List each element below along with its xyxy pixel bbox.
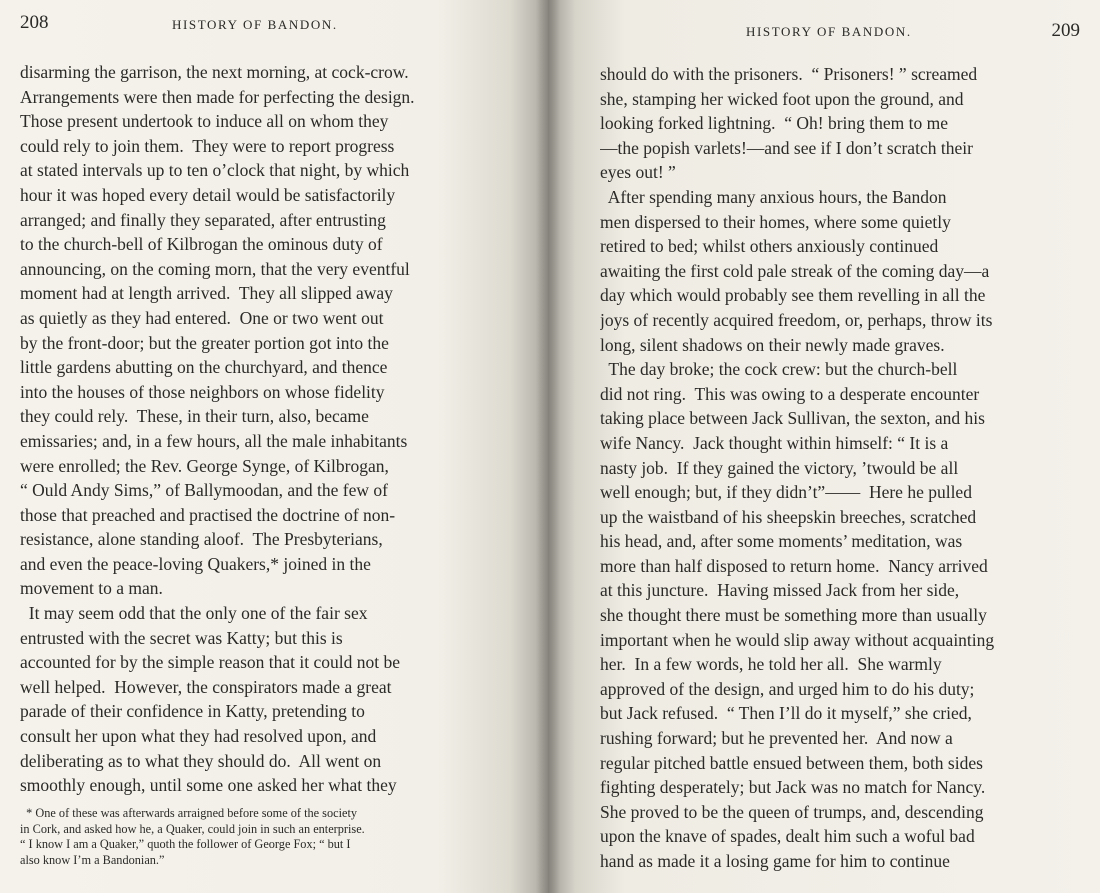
right-page-body (600, 62, 1080, 874)
right-page-header (548, 12, 1100, 40)
text-line: she thought there must be something more than usually (600, 605, 987, 626)
text-line: regular pitched battle ensued between them, both sides (600, 752, 983, 773)
text-line: at this juncture. Having missed Jack from her side, (600, 580, 960, 601)
footnote-line: * One of these was afterwards arraigned before some of the society (20, 806, 358, 820)
right-running-head: HISTORY OF BANDON. (746, 24, 912, 39)
text-line: wife Nancy. Jack thought within himself: “ It is a (600, 432, 949, 453)
book-gutter-shadow (536, 0, 560, 893)
footnote-line: “ I know I am a Quaker,” quoth the follower of George Fox; “ but I (20, 837, 351, 852)
left-page-number: 208 (20, 12, 49, 33)
text-line: day which would probably see them revelling in all the (600, 285, 986, 306)
text-line: as quietly as they had entered. One or two went out (20, 307, 384, 328)
text-line: The day broke; the cock crew: but the church-bell (600, 359, 958, 380)
text-line: eyes out! ” (600, 162, 676, 183)
text-line: important when he would slip away without acquainting (600, 629, 995, 650)
text-line: should do with the prisoners. “ Prisoners! ” screamed (600, 64, 978, 84)
text-line: up the waistband of his sheepskin breeches, scratched (600, 506, 977, 527)
text-line: announcing, on the coming morn, that the very eventful (20, 258, 410, 279)
text-line: arranged; and finally they separated, after entrusting (20, 209, 386, 230)
text-line: After spending many anxious hours, the Bandon (600, 186, 947, 207)
left-page (0, 0, 548, 893)
text-line: joys of recently acquired freedom, or, perhaps, throw its (600, 309, 993, 330)
text-line: long, silent shadows on their newly made graves. (600, 334, 945, 355)
text-line: well helped. However, the conspirators made a great (20, 676, 392, 697)
text-line: disarming the garrison, the next morning, at cock-crow. (20, 62, 409, 82)
text-line: men dispersed to their homes, where some quietly (600, 211, 951, 232)
text-line: emissaries; and, in a few hours, all the male inhabitants (20, 430, 408, 451)
right-page (548, 0, 1100, 893)
text-line: Arrangements were then made for perfecting the design. (20, 86, 415, 107)
text-line: —the popish varlets!—and see if I don’t scratch their (600, 137, 973, 158)
text-line: hand as made it a losing game for him to continue (600, 851, 950, 871)
text-line: more than half disposed to return home. Nancy arrived (600, 555, 988, 576)
text-line: by the front-door; but the greater portion got into the (20, 332, 389, 353)
text-line: smoothly enough, until some one asked her what they (20, 775, 397, 796)
text-line: did not ring. This was owing to a desperate encounter (600, 383, 980, 404)
text-line: movement to a man. (20, 578, 163, 599)
text-line: to the church-bell of Kilbrogan the ominous duty of (20, 234, 383, 255)
text-line: hour it was hoped every detail would be satisfactorily (20, 184, 396, 205)
right-page-number: 209 (1051, 20, 1080, 41)
text-line: Those present undertook to induce all on whom they (20, 111, 389, 132)
text-line: at stated intervals up to ten o’clock that night, by which (20, 160, 410, 181)
text-line: they could rely. These, in their turn, also, became (20, 406, 369, 427)
text-line: deliberating as to what they should do. All went on (20, 750, 382, 771)
text-line: into the houses of those neighbors on whose fidelity (20, 381, 385, 402)
text-line: looking forked lightning. “ Oh! bring them to me (600, 113, 949, 134)
text-line: parade of their confidence in Katty, pretending to (20, 701, 365, 722)
left-running-head: HISTORY OF BANDON. (172, 17, 338, 32)
text-line: could rely to join them. They were to report progress (20, 135, 395, 156)
text-line: rushing forward; but he prevented her. And now a (600, 728, 953, 749)
footnote-line: also know I’m a Bandonian.” (20, 853, 165, 868)
text-line: his head, and, after some moments’ meditation, was (600, 531, 963, 552)
text-line: she, stamping her wicked foot upon the ground, and (600, 88, 964, 109)
text-line: upon the knave of spades, dealt him such a woful bad (600, 826, 975, 847)
text-line: moment had at length arrived. They all slipped away (20, 283, 393, 304)
text-line: her. In a few words, he told her all. She warmly (600, 654, 942, 675)
text-line: those that preached and practised the doctrine of non- (20, 504, 396, 525)
text-line: accounted for by the simple reason that it could not be (20, 652, 401, 673)
text-line: little gardens abutting on the churchyard, and thence (20, 357, 388, 378)
text-line: fighting desperately; but Jack was no match for Nancy. (600, 777, 986, 798)
left-page-body (20, 60, 500, 798)
text-line: retired to bed; whilst others anxiously continued (600, 236, 939, 257)
text-line: She proved to be the queen of trumps, and, descending (600, 801, 984, 822)
text-line: and even the peace-loving Quakers,* joined in the (20, 553, 371, 574)
text-line: approved of the design, and urged him to do his duty; (600, 678, 975, 699)
text-line: consult her upon what they had resolved upon, and (20, 726, 377, 747)
text-line: awaiting the first cold pale streak of the coming day—a (600, 260, 990, 281)
text-line: were enrolled; the Rev. George Synge, of Kilbrogan, (20, 455, 389, 476)
text-line: “ Ould Andy Sims,” of Ballymoodan, and the few of (20, 480, 388, 501)
footnote-line: in Cork, and asked how he, a Quaker, could join in such an enterprise. (20, 821, 365, 836)
text-line: It may seem odd that the only one of the fair sex (20, 603, 368, 624)
left-page-footnote (20, 806, 502, 869)
text-line: well enough; but, if they didn’t”—— Here he pulled (600, 482, 972, 503)
text-line: taking place between Jack Sullivan, the sexton, and his (600, 408, 985, 429)
text-line: nasty job. If they gained the victory, ’twould be all (600, 457, 959, 478)
text-line: but Jack refused. “ Then I’ll do it myself,” she cried, (600, 703, 972, 724)
text-line: resistance, alone standing aloof. The Presbyterians, (20, 529, 383, 550)
left-page-header (0, 12, 548, 40)
text-line: entrusted with the secret was Katty; but this is (20, 627, 343, 648)
